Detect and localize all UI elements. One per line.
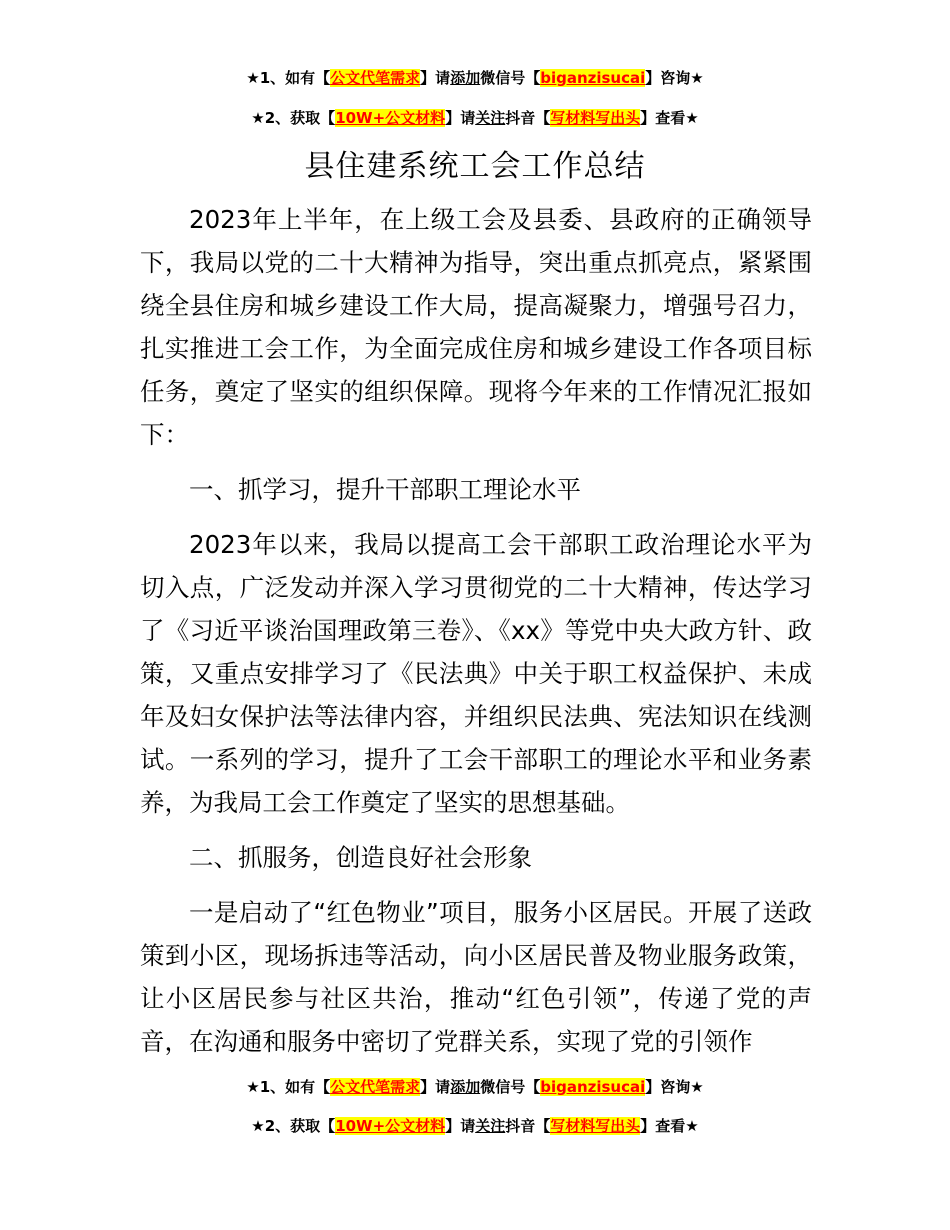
section-heading-service: 二、抓服务，创造良好社会形象: [189, 843, 532, 872]
banner-highlight-douyin: 写材料写出头: [550, 109, 641, 127]
banner-highlight-service: 公文代笔需求: [330, 1078, 421, 1096]
banner-underline-follow: 关注: [475, 109, 506, 127]
banner-highlight-wechat-id: biganzisucai: [540, 1078, 646, 1096]
top-banner-materials: [0, 106, 950, 130]
banner-text: ★2、获取【: [251, 1117, 336, 1135]
banner-text: 抖音【: [505, 1117, 551, 1135]
banner-underline-add: 添加: [450, 1078, 481, 1096]
banner-text: 抖音【: [505, 109, 551, 127]
banner-text: 】请: [420, 1078, 451, 1096]
paragraph-intro: 2023年上半年，在上级工会及县委、县政府的正确领导下，我局以党的二十大精神为指导，突出重点抓亮点，紧紧围绕全县住房和城乡建设工作大局，提高凝聚力，增强号召力，扎实推进工会工作，为全面完成住房和城乡建设工作各项目标任务，奠定了坚实的组织保障。现将今年来的工作情况汇报如下：: [140, 205, 812, 449]
banner-text: 微信号【: [480, 69, 541, 87]
bottom-banner-materials: [0, 1114, 950, 1138]
banner-text: 微信号【: [480, 1078, 541, 1096]
banner-highlight-materials: 10W+公文材料: [335, 109, 446, 127]
bottom-banner-consult: [0, 1075, 950, 1099]
banner-underline-follow: 关注: [475, 1117, 506, 1135]
section-heading-study: 一、抓学习，提升干部职工理论水平: [189, 475, 581, 504]
banner-text: ★1、如有【: [246, 1078, 331, 1096]
banner-text: ★2、获取【: [251, 109, 336, 127]
banner-text: 】请: [445, 1117, 476, 1135]
top-banner-consult: [0, 66, 950, 90]
banner-text: ★1、如有【: [246, 69, 331, 87]
document-body: [140, 198, 812, 1066]
banner-text: 】查看★: [640, 109, 699, 127]
paragraph-study: 2023年以来，我局以提高工会干部职工政治理论水平为切入点，广泛发动并深入学习贯彻党的二十大精神，传达学习了《习近平谈治国理政第三卷》、《xx》等党中央大政方针、政策，又重点安排学习了《民法典》中关于职工权益保护、未成年及妇女保护法等法律内容，并组织民法典、宪法知识在线测试。一系列的学习，提升了工会干部职工的理论水平和业务素养，为我局工会工作奠定了坚实的思想基础。: [140, 530, 812, 817]
banner-underline-add: 添加: [450, 69, 481, 87]
banner-highlight-service: 公文代笔需求: [330, 69, 421, 87]
banner-highlight-wechat-id: biganzisucai: [540, 69, 646, 87]
paragraph-service: 一是启动了“红色物业”项目，服务小区居民。开展了送政策到小区，现场拆违等活动，向小区居民普及物业服务政策，让小区居民参与社区共治，推动“红色引领”，传递了党的声音，在沟通和服务中密切了党群关系，实现了党的引领作: [140, 898, 812, 1056]
banner-text: 】请: [420, 69, 451, 87]
banner-highlight-materials: 10W+公文材料: [335, 1117, 446, 1135]
banner-text: 】请: [445, 109, 476, 127]
banner-highlight-douyin: 写材料写出头: [550, 1117, 641, 1135]
banner-text: 】查看★: [640, 1117, 699, 1135]
banner-text: 】咨询★: [645, 69, 704, 87]
document-title: 县住建系统工会工作总结: [304, 149, 646, 184]
banner-text: 】咨询★: [645, 1078, 704, 1096]
